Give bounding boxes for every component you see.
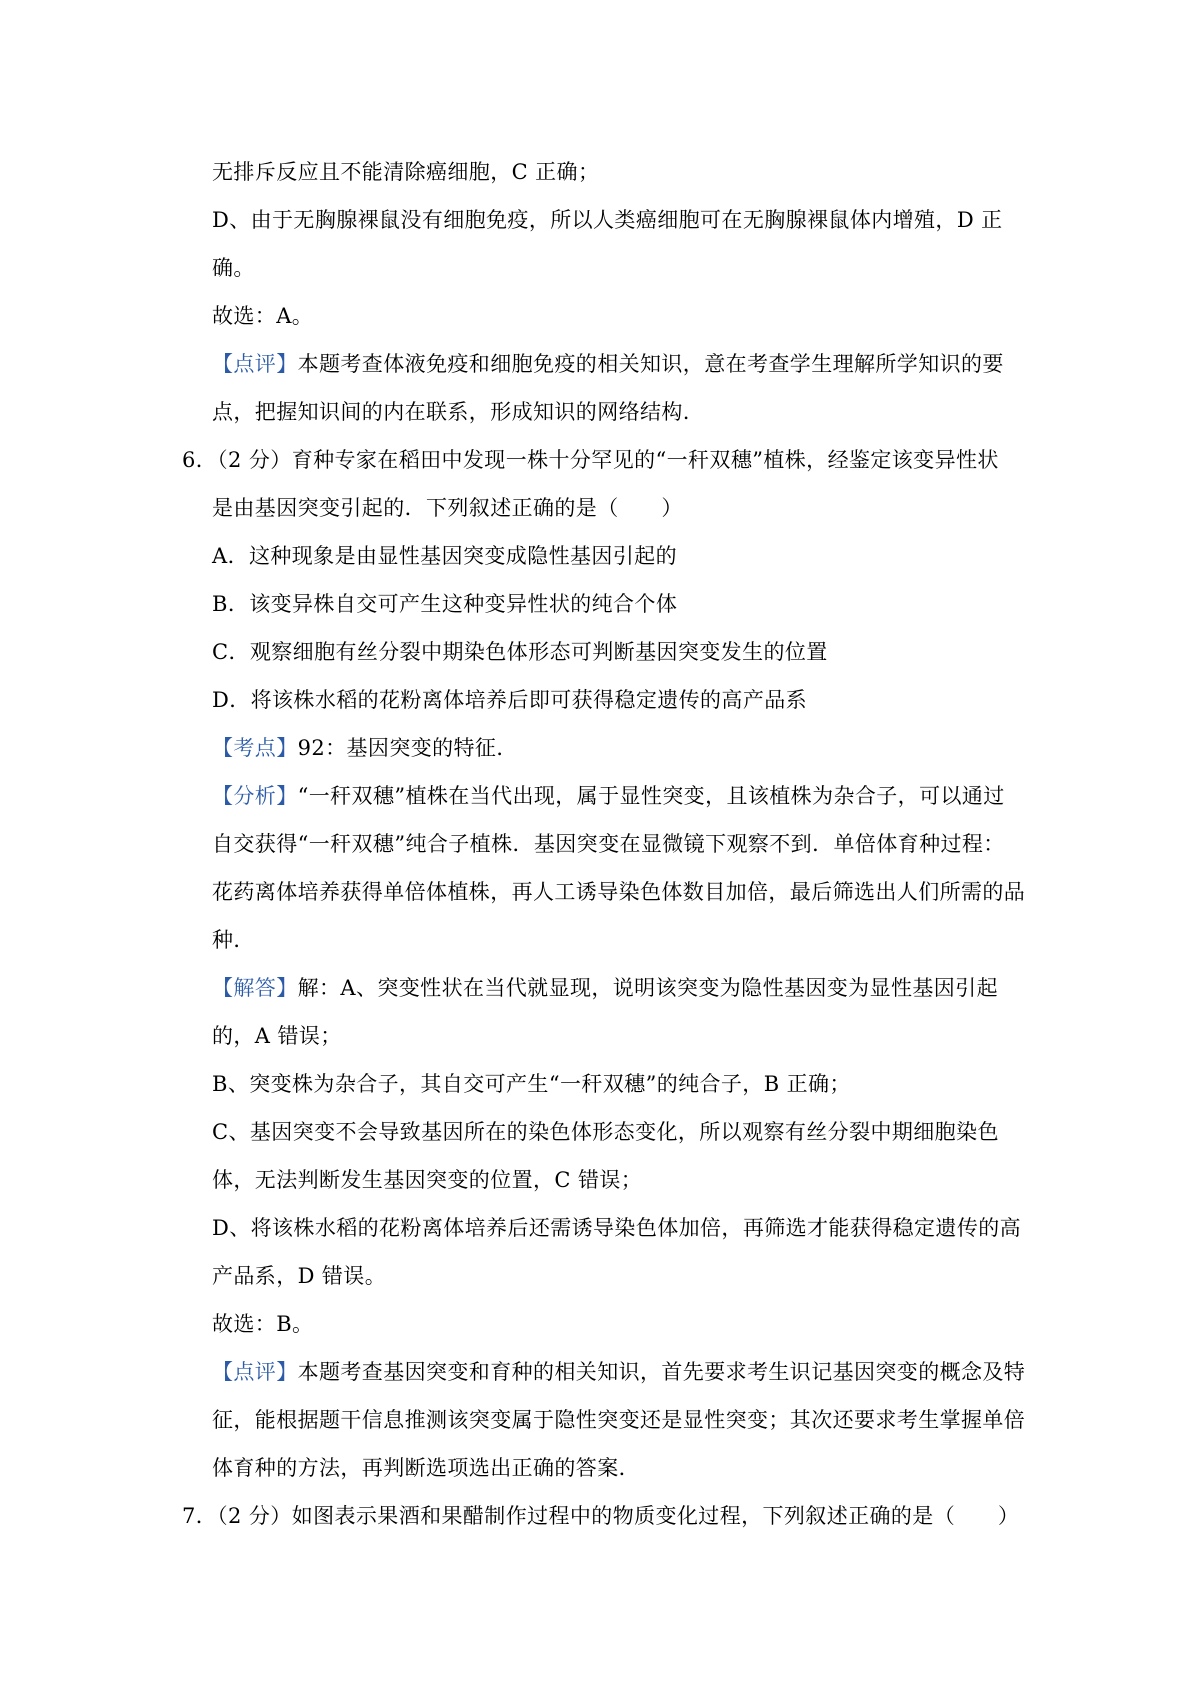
q6-solution-tag: 【解答】	[212, 976, 298, 1000]
q6-analysis-line4: 种．	[212, 928, 255, 952]
q6-analysis-tag: 【分析】	[212, 784, 298, 808]
q6-kaodian-text: 92：基因突变的特征．	[297, 736, 518, 760]
q6-solution-line1	[212, 974, 998, 1002]
q5-option-d-explanation-line1: D、由于无胸腺裸鼠没有细胞免疫，所以人类癌细胞可在无胸腺裸鼠体内增殖，D 正	[212, 208, 1003, 232]
q6-kaodian	[212, 734, 518, 762]
q6-option-b: B．该变异株自交可产生这种变异性状的纯合个体	[212, 592, 678, 616]
q6-analysis-line3: 花药离体培养获得单倍体植株，再人工诱导染色体数目加倍，最后筛选出人们所需的品	[212, 880, 1026, 904]
q6-option-c: C．观察细胞有丝分裂中期染色体形态可判断基因突变发生的位置	[212, 640, 828, 664]
q6-solution-line3: B、突变株为杂合子，其自交可产生“一秆双穗”的纯合子，B 正确；	[212, 1072, 851, 1096]
q5-comment-text: 本题考查体液免疫和细胞免疫的相关知识，意在考查学生理解所学知识的要	[297, 352, 1004, 376]
q5-comment-line2: 点，把握知识间的内在联系，形成知识的网络结构.	[212, 400, 690, 424]
q6-solution-line2: 的，A 错误；	[212, 1024, 342, 1048]
q6-analysis-line1	[212, 782, 1005, 810]
q6-comment-line3: 体育种的方法，再判断选项选出正确的答案．	[212, 1456, 640, 1480]
q6-stem-line1: 6．（2 分）育种专家在稻田中发现一株十分罕见的“一秆双穗”植株，经鉴定该变异性状	[182, 448, 999, 472]
q6-solution-line6: D、将该株水稻的花粉离体培养后还需诱导染色体加倍，再筛选才能获得稳定遗传的高	[212, 1216, 1022, 1240]
q6-solution-text: 解：A、突变性状在当代就显现，说明该突变为隐性基因变为显性基因引起	[297, 976, 998, 1000]
q6-comment-line2: 征，能根据题干信息推测该突变属于隐性突变还是显性突变；其次还要求考生掌握单倍	[212, 1408, 1026, 1432]
q5-answer: 故选：A。	[212, 304, 314, 328]
q6-comment-text: 本题考查基因突变和育种的相关知识，首先要求考生识记基因突变的概念及特	[297, 1360, 1026, 1384]
q6-solution-line5: 体，无法判断发生基因突变的位置，C 错误；	[212, 1168, 643, 1192]
q6-solution-line7: 产品系，D 错误。	[212, 1264, 387, 1288]
q6-option-d: D．将该株水稻的花粉离体培养后即可获得稳定遗传的高产品系	[212, 688, 808, 712]
q5-option-d-explanation-line2: 确。	[212, 256, 255, 280]
q6-comment-tag: 【点评】	[212, 1360, 298, 1384]
q6-option-a: A．这种现象是由显性基因突变成隐性基因引起的	[212, 544, 677, 568]
q6-analysis-line2: 自交获得“一秆双穗”纯合子植株．基因突变在显微镜下观察不到．单倍体育种过程：	[212, 832, 1005, 856]
q6-comment-line1	[212, 1358, 1025, 1386]
q6-answer: 故选：B。	[212, 1312, 314, 1336]
q7-stem-line1: 7．（2 分）如图表示果酒和果醋制作过程中的物质变化过程，下列叙述正确的是（ ）	[182, 1504, 1020, 1528]
q5-comment-tag: 【点评】	[212, 352, 298, 376]
q5-option-c-explanation: 无排斥反应且不能清除癌细胞，C 正确；	[212, 160, 600, 184]
q6-analysis-text: “一秆双穗”植株在当代出现，属于显性突变，且该植株为杂合子，可以通过	[297, 784, 1005, 808]
q6-stem-line2: 是由基因突变引起的．下列叙述正确的是（ ）	[212, 496, 683, 520]
q6-kaodian-tag: 【考点】	[212, 736, 298, 760]
q5-comment-line1	[212, 350, 1004, 378]
q6-solution-line4: C、基因突变不会导致基因所在的染色体形态变化，所以观察有丝分裂中期细胞染色	[212, 1120, 999, 1144]
